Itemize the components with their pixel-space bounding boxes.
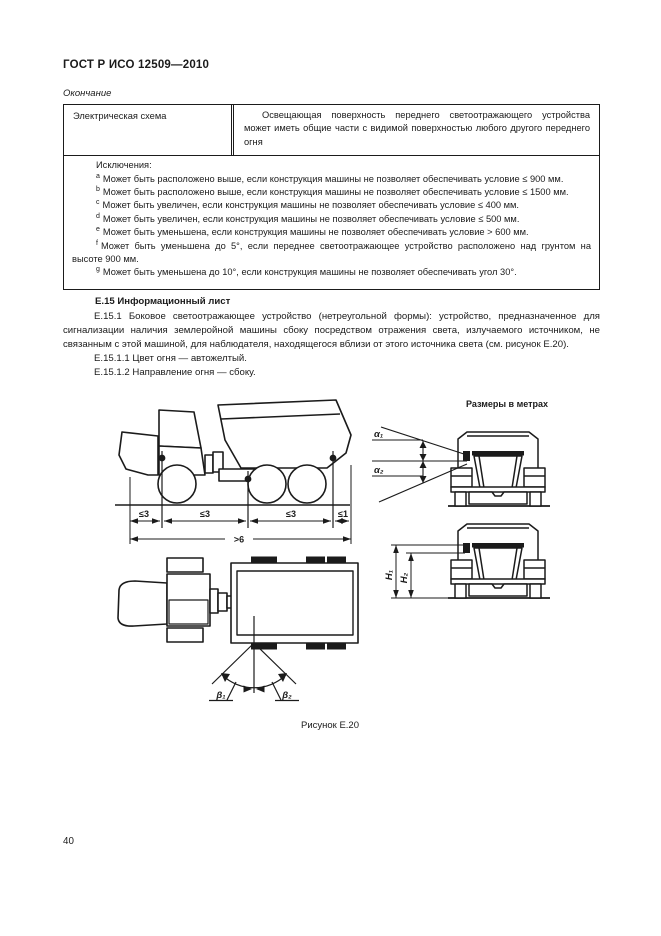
exception-item [72, 226, 591, 239]
footnote-mark: f [96, 239, 98, 247]
alpha1-label: α₁ [374, 429, 384, 440]
requirements-table [63, 104, 600, 290]
exception-text: Может быть увеличен, если конструкция машины не позволяет обеспечивать условие ≤ 500 мм. [102, 213, 520, 224]
footnote-mark: e [96, 226, 100, 234]
beta1-label: β₁ [216, 690, 226, 701]
machine-top-view [118, 557, 358, 650]
exception-text: Может быть уменьшена до 5°, если переднее светоотражающее устройство расположено над грунтом на высоте 900 мм. [72, 240, 591, 265]
exception-text: Может быть расположено выше, если конструкция машины не позволяет обеспечивать условие ≤ 900 мм. [102, 173, 564, 184]
dim-label-1: ≤3 [139, 509, 149, 519]
exception-item [72, 173, 591, 186]
document-header: ГОСТ Р ИСО 12509—2010 [63, 59, 210, 71]
exception-text: Может быть уменьшена до 10°, если конструкция машины не позволяет обеспечивать угол 30°. [102, 267, 517, 278]
footnote-mark: a [96, 172, 100, 180]
footnote-mark: c [96, 199, 100, 207]
exception-item [72, 186, 591, 199]
section-paragraph: Е.15.1 Боковое светоотражающее устройство (нетреугольной формы): устройство, предназначенное для сигнализации наличия землеройной машины сбоку посредством отражения света, излучаемого источником, не связанным с этой машиной, для наблюдателя, находящегося вблизи от этого источника света (см. рисунок Е.20). [63, 311, 600, 350]
table-cell-description: Освещающая поверхность переднего светоотражающего устройства может иметь общие части с видимой поверхностью любого другого переднего огня [244, 110, 590, 147]
footnote-mark: g [96, 266, 100, 274]
exception-item [72, 266, 591, 279]
page-number: 40 [63, 836, 74, 847]
section-subclause-color: Е.15.1.1 Цвет огня — автожелтый. [94, 353, 247, 364]
dim-label-2: ≤3 [200, 509, 210, 519]
table-exceptions-cell [64, 156, 599, 289]
footnote-mark: d [96, 212, 100, 220]
continuation-label: Окончание [63, 88, 112, 99]
table-row [64, 105, 599, 156]
exception-text: Может быть увеличен, если конструкция машины не позволяет обеспечивать условие ≤ 400 мм. [102, 200, 520, 211]
figure-caption: Рисунок Е.20 [300, 720, 359, 731]
exceptions-title: Исключения: [96, 160, 152, 171]
machine-rear-view-height [448, 524, 550, 598]
units-note: Размеры в метрах [465, 399, 549, 409]
dim-label-4: ≤1 [338, 509, 348, 519]
beta2-label: β₂ [282, 690, 292, 701]
dim-label-3: ≤3 [286, 509, 296, 519]
exception-item [72, 240, 591, 267]
footnote-mark: b [96, 185, 100, 193]
section-heading: Е.15 Информационный лист [95, 296, 231, 307]
exception-text: Может быть уменьшена, если конструкция машины не позволяет обеспечивать условие > 600 мм. [102, 227, 529, 238]
exception-text: Может быть расположено выше, если конструкция машины не позволяет обеспечивать условие ≤ 1500 мм. [102, 187, 569, 198]
section-subclause-direction: Е.15.1.2 Направление огня — сбоку. [94, 367, 256, 378]
figure-e20-drawing [55, 395, 616, 740]
exception-item [72, 213, 591, 226]
table-cell-term: Электрическая схема [64, 105, 234, 155]
machine-rear-view-alpha [448, 432, 550, 506]
h1-label: H₁ [384, 569, 395, 581]
alpha2-label: α₂ [374, 465, 384, 476]
machine-side-view [115, 400, 351, 505]
dim-label-overall: >6 [233, 534, 245, 545]
exception-item [72, 199, 591, 212]
h2-label: H₂ [399, 572, 410, 584]
